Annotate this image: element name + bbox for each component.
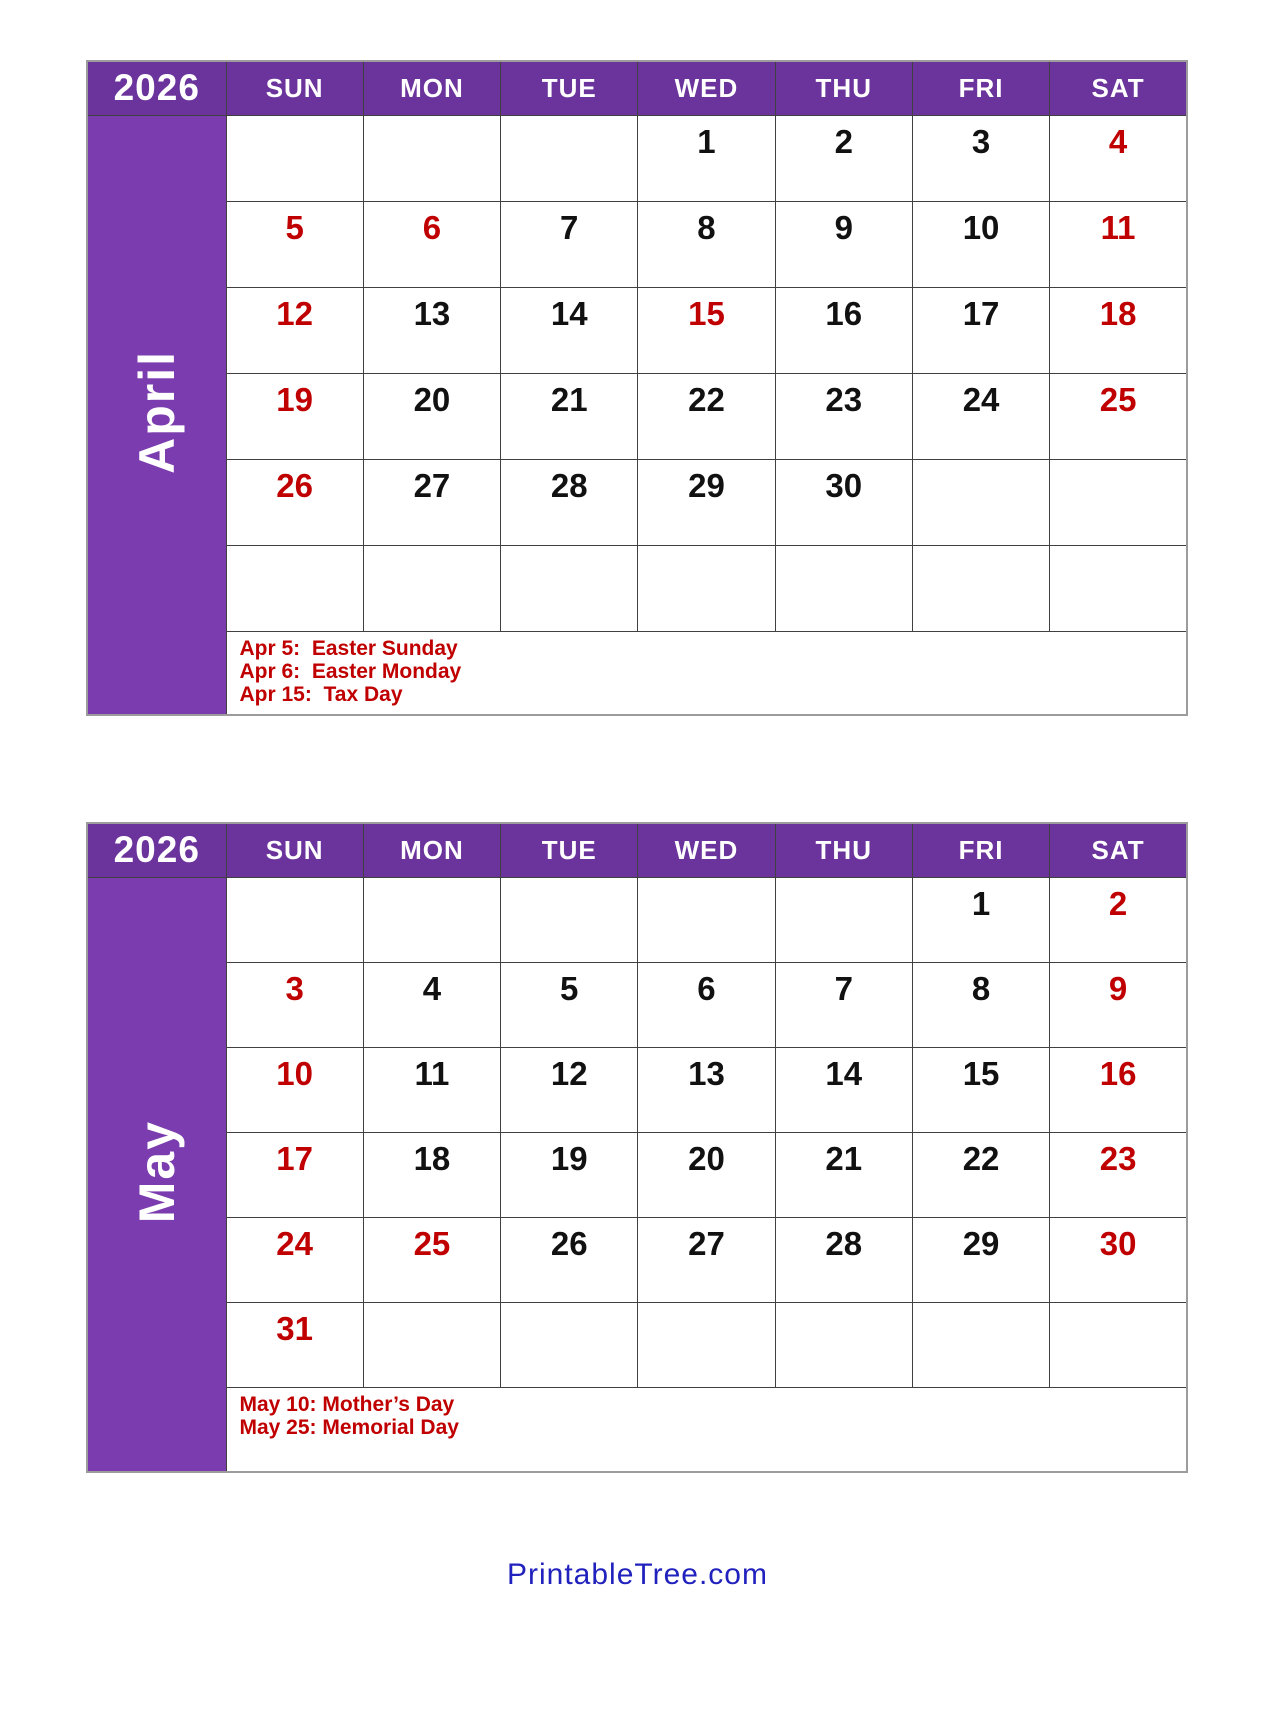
month-label: May	[128, 1120, 185, 1224]
day-cell: 11	[1050, 201, 1187, 287]
day-cell: 2	[775, 115, 912, 201]
day-cell: 27	[363, 459, 500, 545]
day-cell: 23	[1050, 1132, 1187, 1217]
day-cell	[226, 545, 363, 631]
day-cell: 5	[226, 201, 363, 287]
day-cell	[363, 877, 500, 962]
weekday-header-sun: SUN	[226, 823, 363, 877]
day-cell: 14	[501, 287, 638, 373]
weekday-header-sat: SAT	[1050, 61, 1187, 115]
day-cell: 27	[638, 1217, 775, 1302]
month-label: April	[128, 350, 185, 475]
day-cell: 20	[363, 373, 500, 459]
day-cell	[226, 877, 363, 962]
day-cell: 8	[638, 201, 775, 287]
day-cell: 31	[226, 1302, 363, 1387]
day-cell	[226, 115, 363, 201]
day-cell: 5	[501, 962, 638, 1047]
weekday-header-sat: SAT	[1050, 823, 1187, 877]
day-cell: 30	[1050, 1217, 1187, 1302]
day-cell: 21	[775, 1132, 912, 1217]
holiday-note: Apr 5: Easter Sunday	[239, 636, 458, 660]
weekday-header-mon: MON	[363, 61, 500, 115]
day-cell	[363, 545, 500, 631]
calendar-april-2026	[86, 60, 1188, 716]
year-label: 2026	[87, 61, 226, 115]
day-cell: 13	[363, 287, 500, 373]
weekday-header-thu: THU	[775, 823, 912, 877]
day-cell: 4	[363, 962, 500, 1047]
day-cell: 12	[226, 287, 363, 373]
day-cell	[638, 1302, 775, 1387]
weekday-header-sun: SUN	[226, 61, 363, 115]
day-cell	[501, 545, 638, 631]
day-cell: 14	[775, 1047, 912, 1132]
day-cell: 13	[638, 1047, 775, 1132]
holiday-note: May 25: Memorial Day	[239, 1415, 459, 1439]
day-cell	[775, 545, 912, 631]
day-cell: 18	[363, 1132, 500, 1217]
day-cell: 6	[363, 201, 500, 287]
holiday-note: Apr 6: Easter Monday	[239, 659, 462, 683]
footer-site-link[interactable]: PrintableTree.com	[507, 1558, 768, 1591]
day-cell: 15	[638, 287, 775, 373]
weekday-header-tue: TUE	[501, 823, 638, 877]
day-cell: 17	[226, 1132, 363, 1217]
footer	[0, 1558, 1275, 1592]
weekday-header-wed: WED	[638, 61, 775, 115]
day-cell: 12	[501, 1047, 638, 1132]
day-cell: 22	[638, 373, 775, 459]
day-cell: 30	[775, 459, 912, 545]
day-cell: 19	[226, 373, 363, 459]
day-cell: 11	[363, 1047, 500, 1132]
month-sidebar-may	[87, 877, 226, 1472]
day-cell: 28	[775, 1217, 912, 1302]
day-cell	[775, 1302, 912, 1387]
day-cell: 26	[226, 459, 363, 545]
day-cell	[1050, 459, 1187, 545]
day-cell: 16	[775, 287, 912, 373]
calendar-may-2026	[86, 822, 1188, 1473]
day-cell: 24	[226, 1217, 363, 1302]
day-cell	[501, 115, 638, 201]
day-cell: 18	[1050, 287, 1187, 373]
day-cell: 6	[638, 962, 775, 1047]
day-cell: 10	[226, 1047, 363, 1132]
day-cell	[501, 1302, 638, 1387]
day-cell: 1	[638, 115, 775, 201]
day-cell: 19	[501, 1132, 638, 1217]
day-cell	[912, 1302, 1049, 1387]
holiday-notes-may	[226, 1387, 1187, 1472]
day-cell: 2	[1050, 877, 1187, 962]
day-cell: 3	[226, 962, 363, 1047]
day-cell: 10	[912, 201, 1049, 287]
day-cell: 28	[501, 459, 638, 545]
holiday-note: Apr 15: Tax Day	[239, 682, 403, 706]
day-cell	[638, 545, 775, 631]
day-cell	[363, 115, 500, 201]
day-cell: 25	[363, 1217, 500, 1302]
day-cell: 8	[912, 962, 1049, 1047]
day-cell: 15	[912, 1047, 1049, 1132]
weekday-header-mon: MON	[363, 823, 500, 877]
day-cell: 26	[501, 1217, 638, 1302]
weekday-header-fri: FRI	[912, 61, 1049, 115]
day-cell: 23	[775, 373, 912, 459]
day-cell: 21	[501, 373, 638, 459]
day-cell: 9	[1050, 962, 1187, 1047]
day-cell: 7	[775, 962, 912, 1047]
day-cell	[501, 877, 638, 962]
day-cell: 24	[912, 373, 1049, 459]
day-cell	[363, 1302, 500, 1387]
day-cell: 17	[912, 287, 1049, 373]
day-cell: 29	[912, 1217, 1049, 1302]
day-cell	[1050, 545, 1187, 631]
day-cell: 22	[912, 1132, 1049, 1217]
year-label: 2026	[87, 823, 226, 877]
day-cell	[912, 545, 1049, 631]
day-cell	[1050, 1302, 1187, 1387]
day-cell: 20	[638, 1132, 775, 1217]
holiday-notes-april	[226, 631, 1187, 715]
weekday-header-tue: TUE	[501, 61, 638, 115]
day-cell	[912, 459, 1049, 545]
holiday-note: May 10: Mother’s Day	[239, 1392, 455, 1416]
day-cell: 25	[1050, 373, 1187, 459]
weekday-header-wed: WED	[638, 823, 775, 877]
weekday-header-thu: THU	[775, 61, 912, 115]
day-cell: 9	[775, 201, 912, 287]
day-cell	[775, 877, 912, 962]
day-cell: 3	[912, 115, 1049, 201]
day-cell: 7	[501, 201, 638, 287]
day-cell: 4	[1050, 115, 1187, 201]
month-sidebar-april	[87, 115, 226, 715]
day-cell	[638, 877, 775, 962]
day-cell: 29	[638, 459, 775, 545]
weekday-header-fri: FRI	[912, 823, 1049, 877]
day-cell: 16	[1050, 1047, 1187, 1132]
day-cell: 1	[912, 877, 1049, 962]
